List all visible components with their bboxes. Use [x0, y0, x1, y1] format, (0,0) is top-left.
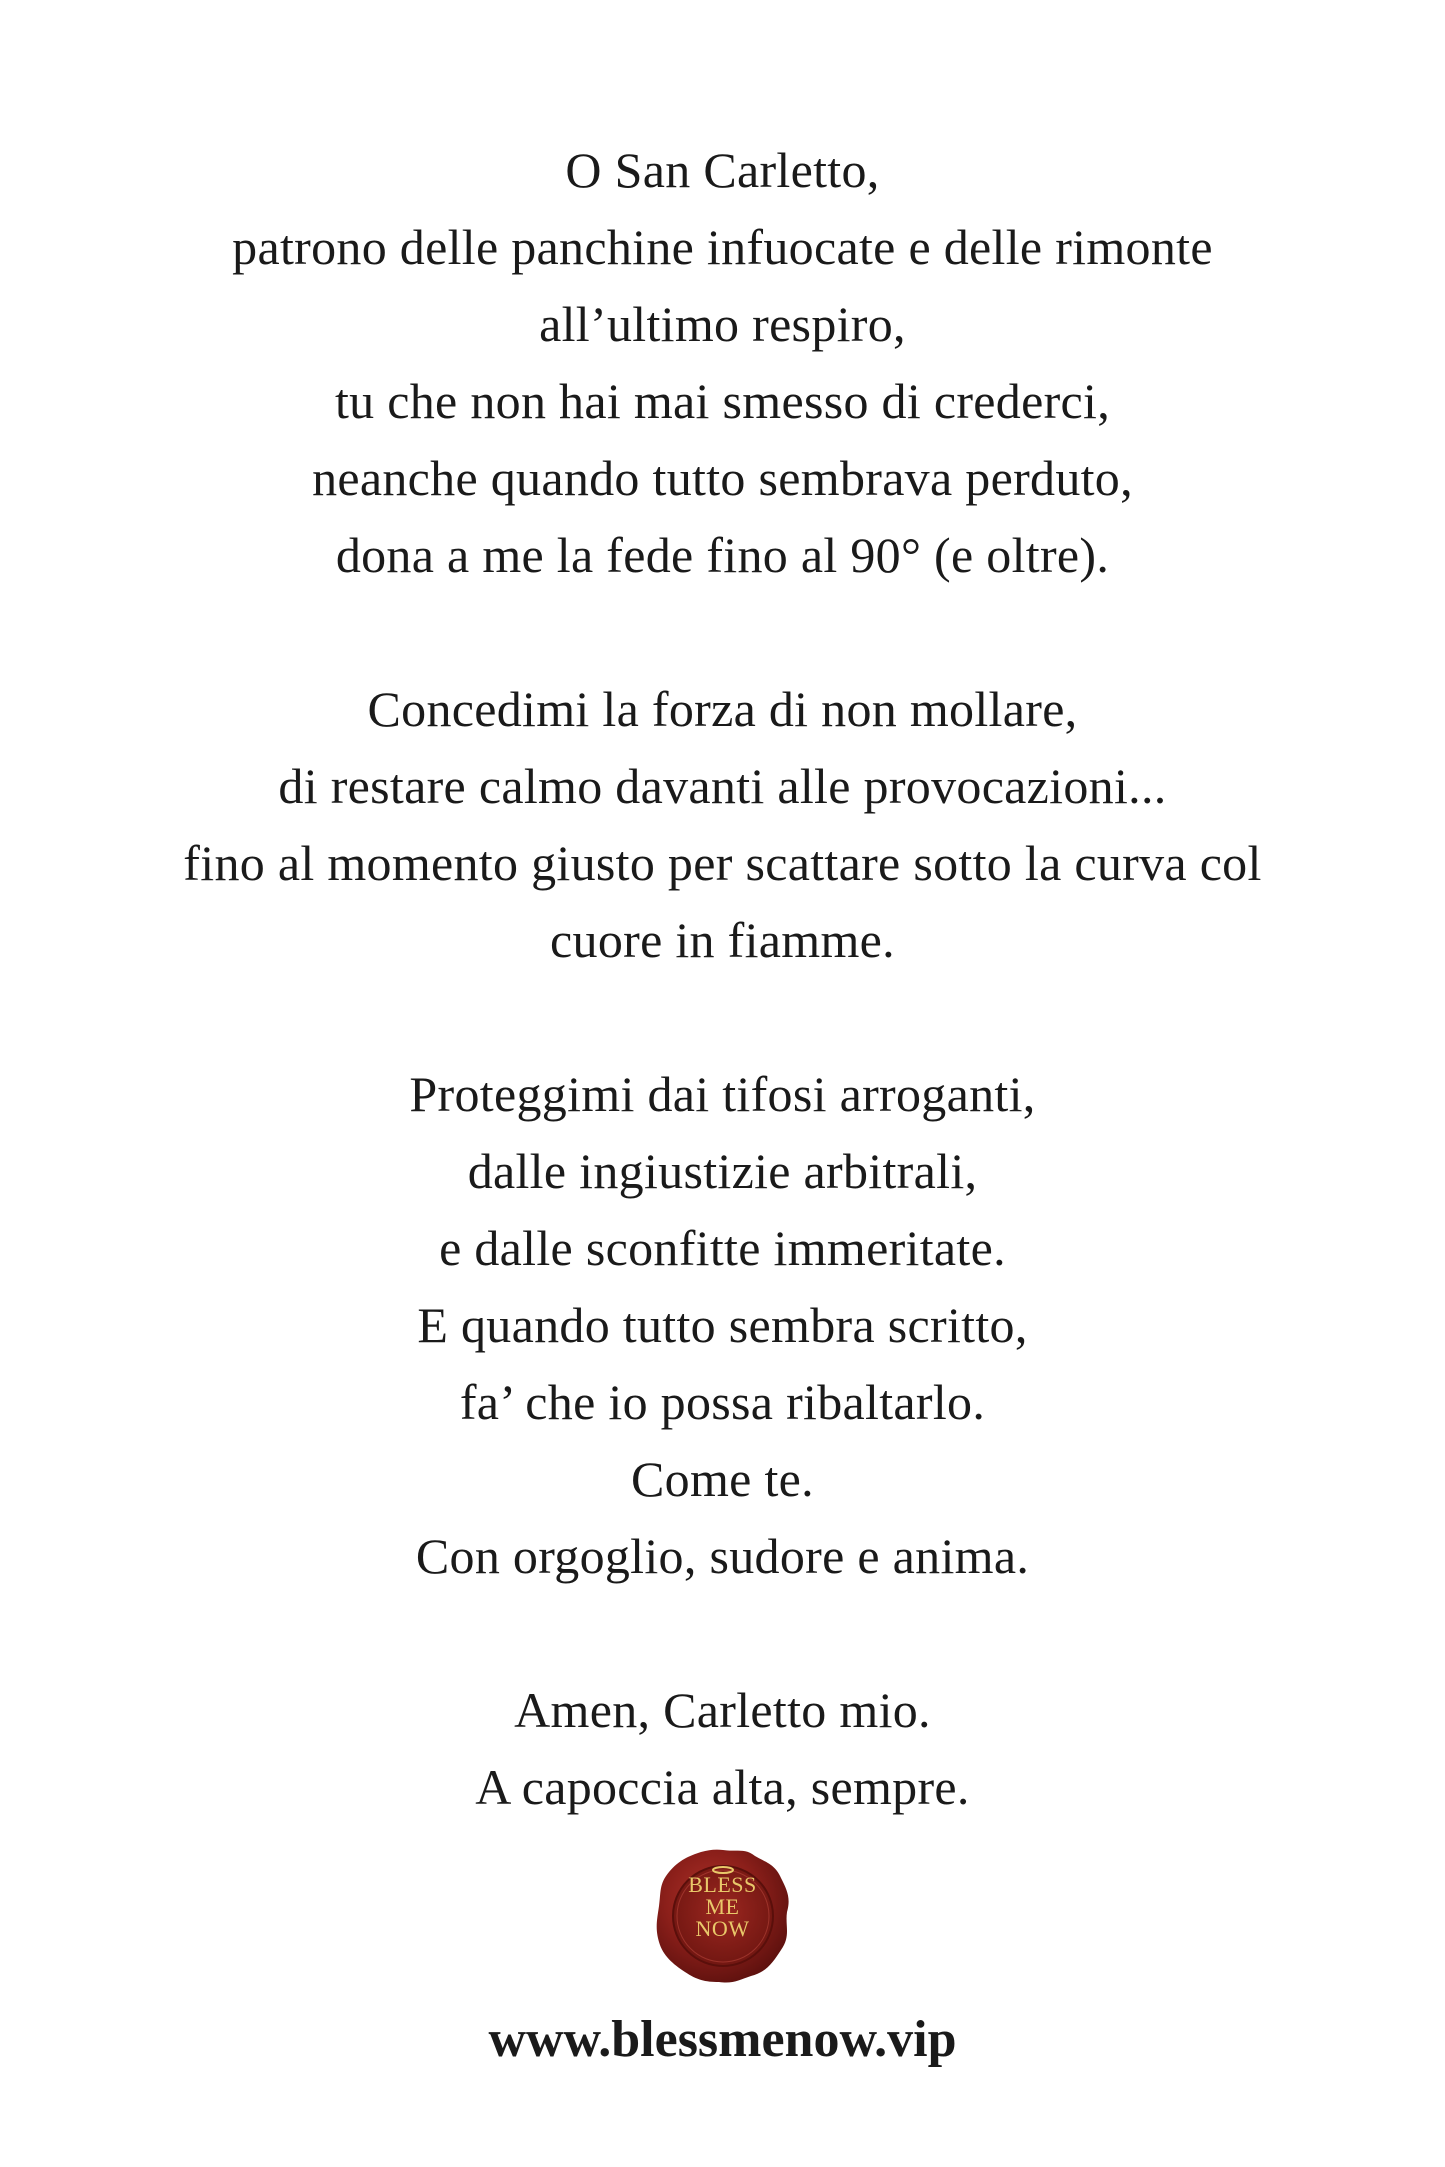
wax-seal-icon	[653, 1846, 793, 1986]
prayer-line: A capoccia alta, sempre.	[475, 1759, 970, 1815]
seal-line: ME	[705, 1894, 740, 1919]
prayer-line: fino al momento giusto per scattare sotto la curva col	[183, 835, 1262, 891]
prayer-line: fa’ che io possa ribaltarlo.	[459, 1374, 986, 1430]
prayer-line: Proteggimi dai tifosi arroganti,	[409, 1066, 1036, 1122]
website-url[interactable]: www.blessmenow.vip	[488, 2011, 957, 2068]
stanza-2	[0, 671, 1445, 979]
stanza-1	[0, 132, 1445, 594]
seal-label	[653, 1874, 793, 1940]
prayer-line: Amen, Carletto mio.	[514, 1682, 931, 1738]
seal-line: NOW	[695, 1916, 750, 1941]
seal-container	[0, 1846, 1445, 1986]
stanza-3	[0, 1056, 1445, 1595]
prayer-text	[0, 132, 1445, 1903]
prayer-line: tu che non hai mai smesso di crederci,	[334, 373, 1111, 429]
prayer-line: O San Carletto,	[565, 142, 880, 198]
prayer-line: dalle ingiustizie arbitrali,	[467, 1143, 978, 1199]
prayer-line: dona a me la fede fino al 90° (e oltre).	[335, 527, 1110, 583]
prayer-line: patrono delle panchine infuocate e delle rimonte	[232, 219, 1213, 275]
prayer-line: Concedimi la forza di non mollare,	[367, 681, 1078, 737]
prayer-line: di restare calmo davanti alle provocazioni...	[278, 758, 1167, 814]
prayer-line: Con orgoglio, sudore e anima.	[415, 1528, 1030, 1584]
prayer-line: neanche quando tutto sembrava perduto,	[312, 450, 1133, 506]
seal-line: BLESS	[688, 1872, 757, 1897]
prayer-line: all’ultimo respiro,	[539, 296, 906, 352]
prayer-line: Come te.	[631, 1451, 814, 1507]
prayer-line: e dalle sconfitte immeritate.	[439, 1220, 1006, 1276]
stanza-4	[0, 1672, 1445, 1826]
prayer-line: cuore in fiamme.	[550, 912, 895, 968]
prayer-line: E quando tutto sembra scritto,	[417, 1297, 1028, 1353]
